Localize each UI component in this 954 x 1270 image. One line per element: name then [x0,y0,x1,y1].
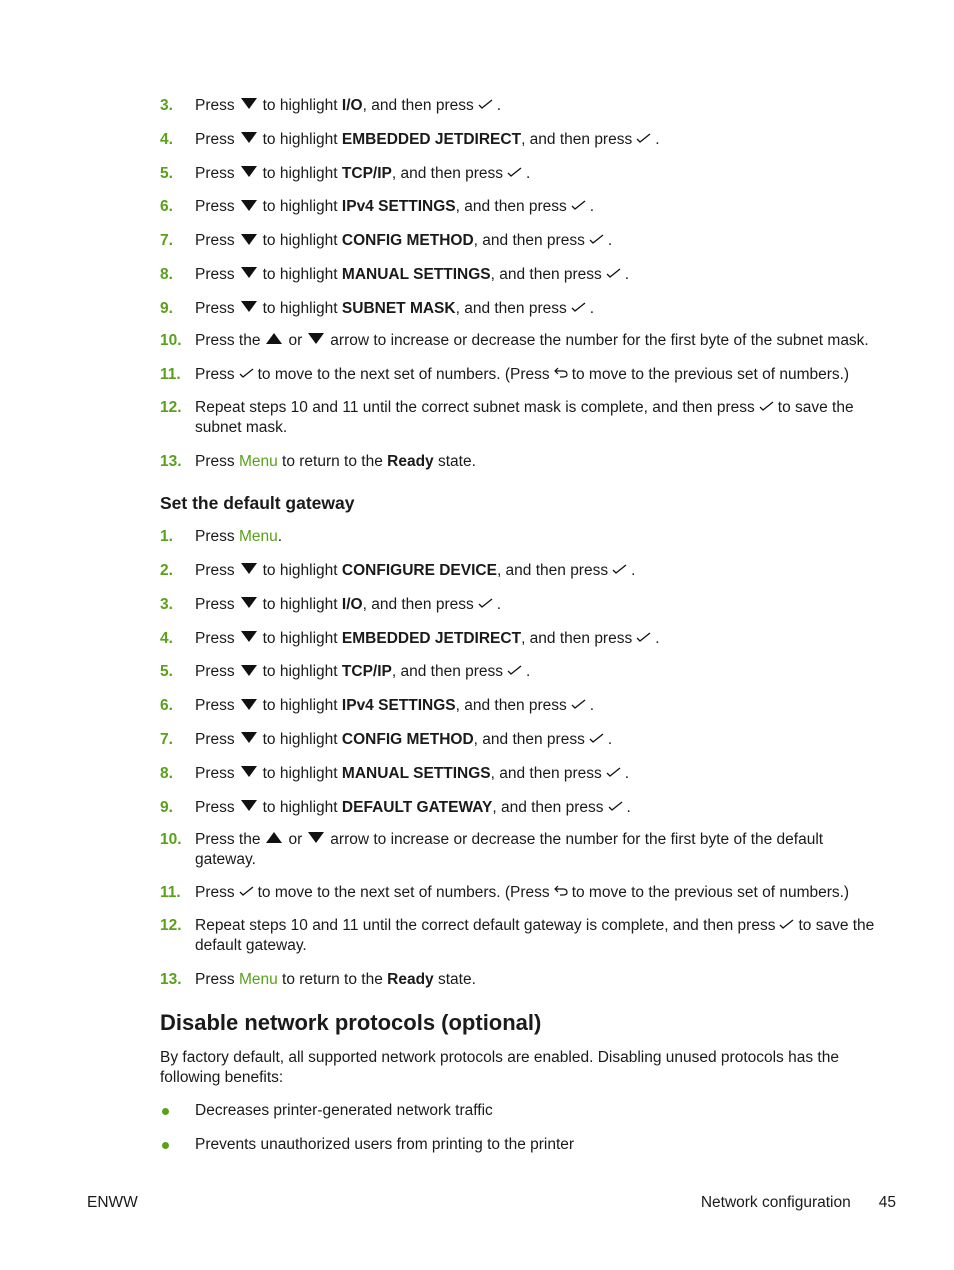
step-text: Repeat steps 10 and 11 until the correct default gateway is complete, and then press [195,917,776,934]
step-text: . [607,232,613,250]
checkmark-icon [507,665,522,675]
checkmark-icon [608,801,623,811]
step-number: 1. [160,528,173,545]
step-text: . [589,299,595,317]
gateway-step [160,696,884,716]
subnet-step-13 [160,452,884,472]
gateway-step [160,561,884,581]
back-arrow-icon [554,884,568,896]
menu-item-name: MANUAL SETTINGS [341,764,491,782]
step-text: to return to the [282,971,383,988]
down-arrow-icon [241,665,257,676]
step-text: Press [195,130,235,148]
back-arrow-icon [554,366,568,378]
subnet-step [160,231,884,251]
ready-state-label: Ready [387,453,434,470]
footer-left: ENWW [87,1194,138,1211]
checkmark-icon [759,401,774,411]
step-text: Press [195,266,235,283]
checkmark-icon [606,767,621,777]
down-arrow-icon [241,98,257,109]
step-text: Press [195,164,235,182]
step-number: 5. [160,164,173,182]
step-text: . [496,97,502,114]
step-text: to highlight [262,595,338,613]
down-arrow-icon [241,200,257,211]
down-arrow-icon [241,699,257,710]
subnet-step [160,130,884,150]
benefit-text: Prevents unauthorized users from printing to the printer [195,1136,575,1153]
step-text: to highlight [262,731,338,748]
step-text: , and then press [455,697,567,715]
menu-button-label: Menu [238,528,278,545]
step-number: 8. [160,764,173,782]
step-text: , and then press [521,130,633,148]
step-text: Press [195,764,235,782]
step-number: 11. [160,884,181,901]
menu-item-name: I/O [341,595,363,613]
step-text: , and then press [362,97,474,114]
menu-item-name: IPv4 SETTINGS [341,697,456,715]
step-text: . [526,164,531,182]
menu-item-name: MANUAL SETTINGS [341,266,491,283]
subnet-step-10 [160,331,884,351]
down-arrow-icon [241,267,257,278]
step-text: to move to the next set of numbers. (Press [257,366,550,383]
menu-item-name: CONFIG METHOD [341,232,474,250]
menu-item-name: IPv4 SETTINGS [341,198,456,216]
benefit-item [160,1101,884,1121]
bullet-icon [162,1142,169,1149]
menu-item-name: CONFIGURE DEVICE [341,562,497,579]
menu-item-name: TCP/IP [341,164,392,182]
footer-right [701,1194,896,1212]
step-number: 3. [160,97,173,114]
checkmark-icon [571,699,586,709]
step-text: , and then press [473,731,585,748]
step-number: 6. [160,697,173,715]
step-text: to highlight [262,663,338,681]
step-text: to highlight [262,798,338,816]
checkmark-icon [612,564,627,574]
benefit-text: Decreases printer-generated network traffic [195,1102,493,1119]
down-arrow-icon [241,631,257,642]
step-text: arrow to increase or decrease the number for the first byte of the default gateway. [195,831,824,868]
bullet-icon [162,1108,169,1115]
menu-item-name: I/O [341,97,363,114]
step-text: , and then press [455,198,567,216]
page-number: 45 [878,1194,896,1211]
step-text: , and then press [362,595,474,613]
step-text: . [589,697,595,715]
section-heading-protocols: Disable network protocols (optional) [160,1010,542,1035]
step-text: to highlight [262,130,338,148]
step-number: 9. [160,798,173,816]
section-heading-gateway: Set the default gateway [160,493,355,513]
gateway-step [160,629,884,649]
checkmark-icon [606,268,621,278]
step-text: . [626,798,631,816]
step-text: or [288,831,303,848]
down-arrow-icon [241,800,257,811]
step-number: 11. [160,366,181,383]
menu-item-name: EMBEDDED JETDIRECT [341,629,522,647]
down-arrow-icon [241,563,257,574]
step-text: or [288,332,303,349]
checkmark-icon [571,302,586,312]
subnet-step [160,299,884,319]
step-text: Press [195,453,235,470]
step-text: to highlight [262,629,338,647]
checkmark-icon [571,200,586,210]
step-text: to highlight [262,562,338,579]
benefit-item [160,1135,884,1155]
step-text: Press the [195,332,261,349]
menu-item-name: TCP/IP [341,663,392,681]
down-arrow-icon [308,832,324,843]
step-text: . [624,266,630,283]
subnet-step-12 [160,398,884,437]
step-text: Press [195,232,235,250]
step-text: Press [195,198,235,216]
menu-button-label: Menu [238,971,278,988]
step-number: 7. [160,731,173,748]
checkmark-icon [779,919,794,929]
down-arrow-icon [241,132,257,143]
checkmark-icon [589,733,604,743]
down-arrow-icon [241,166,257,177]
step-text: , and then press [490,764,602,782]
step-text: Press [195,528,235,545]
step-number: 8. [160,266,173,283]
step-text: Press [195,971,235,988]
gateway-step [160,595,884,615]
menu-item-name: DEFAULT GATEWAY [341,798,493,816]
subnet-step [160,96,884,116]
down-arrow-icon [308,333,324,344]
down-arrow-icon [241,766,257,777]
step-number: 4. [160,629,173,647]
checkmark-icon [589,234,604,244]
step-number: 6. [160,198,173,216]
step-text: , and then press [391,164,504,182]
down-arrow-icon [241,301,257,312]
subnet-step [160,197,884,217]
checkmark-icon [239,886,254,896]
menu-item-name: EMBEDDED JETDIRECT [341,130,522,148]
step-text: state. [438,971,476,988]
up-arrow-icon [266,832,282,843]
step-text: arrow to increase or decrease the number for the first byte of the subnet mask. [330,332,869,349]
step-text: , and then press [521,629,633,647]
gateway-step [160,730,884,750]
step-text: Press [195,663,235,681]
step-number: 4. [160,130,173,148]
step-text: to highlight [262,697,338,715]
checkmark-icon [239,368,254,378]
gateway-step [160,662,884,682]
down-arrow-icon [241,597,257,608]
step-text: , and then press [490,266,602,283]
step-number: 5. [160,663,173,681]
step-text: to return to the [282,453,383,470]
up-arrow-icon [266,333,282,344]
step-text: . [496,595,502,613]
step-text: to highlight [262,232,338,250]
step-text: . [526,663,531,681]
step-number: 13. [160,971,182,988]
checkmark-icon [507,167,522,177]
step-number: 10. [160,332,182,349]
step-text: Press [195,562,235,579]
checkmark-icon [636,632,651,642]
step-text: to highlight [262,299,338,317]
down-arrow-icon [241,732,257,743]
protocols-intro: By factory default, all supported network protocols are enabled. Disabling unused protocols has the following benefits: [160,1049,839,1086]
footer-section: Network configuration [700,1194,851,1211]
step-text: . [607,731,613,748]
gateway-step [160,798,884,818]
step-text: Press the [195,831,261,848]
step-text: to highlight [262,266,338,283]
checkmark-icon [478,598,493,608]
step-text: Press [195,97,235,114]
step-text: to save the default gateway. [195,917,875,954]
gateway-step-11 [160,883,884,903]
step-text: Press [195,366,235,383]
subnet-step-11 [160,365,884,385]
step-text: Press [195,595,235,613]
step-text: Press [195,884,235,901]
step-text: to highlight [262,764,338,782]
subnet-step [160,265,884,285]
gateway-step [160,764,884,784]
step-text: Press [195,697,235,715]
ready-state-label: Ready [387,971,434,988]
menu-item-name: SUBNET MASK [341,299,456,317]
step-number: 12. [160,399,182,416]
gateway-step-10 [160,830,884,869]
step-text: , and then press [473,232,585,250]
step-text: state. [438,453,476,470]
step-text: to move to the next set of numbers. (Press [257,884,550,901]
step-text: to save the subnet mask. [195,399,854,436]
step-text: Press [195,299,235,317]
menu-item-name: CONFIG METHOD [341,731,474,748]
step-number: 7. [160,232,173,250]
checkmark-icon [478,99,493,109]
step-text: . [589,198,595,216]
gateway-step-12 [160,916,884,955]
step-text: . [624,764,630,782]
step-text: to move to the previous set of numbers.) [571,884,850,901]
step-text: Press [195,629,235,647]
step-text: Press [195,731,235,748]
step-text: to highlight [262,97,338,114]
step-text: . [655,130,660,148]
step-text: Press [195,798,235,816]
checkmark-icon [636,133,651,143]
step-text: Repeat steps 10 and 11 until the correct subnet mask is complete, and then press [195,399,755,416]
subnet-step [160,164,884,184]
step-number: 3. [160,595,173,613]
step-text: , and then press [391,663,504,681]
step-text: . [277,528,283,545]
step-number: 10. [160,831,182,848]
step-text: , and then press [492,798,604,816]
menu-button-label: Menu [238,453,278,470]
step-text: to move to the previous set of numbers.) [571,366,850,383]
step-text: , and then press [455,299,567,317]
step-number: 9. [160,299,173,317]
gateway-step-13 [160,970,884,990]
step-text: . [655,629,660,647]
step-text: to highlight [262,198,338,216]
step-number: 2. [160,562,173,579]
step-text: , and then press [496,562,609,579]
step-number: 13. [160,453,182,470]
step-number: 12. [160,917,182,934]
gateway-step-1 [160,527,884,547]
step-text: to highlight [262,164,338,182]
step-text: . [631,562,636,579]
down-arrow-icon [241,234,257,245]
